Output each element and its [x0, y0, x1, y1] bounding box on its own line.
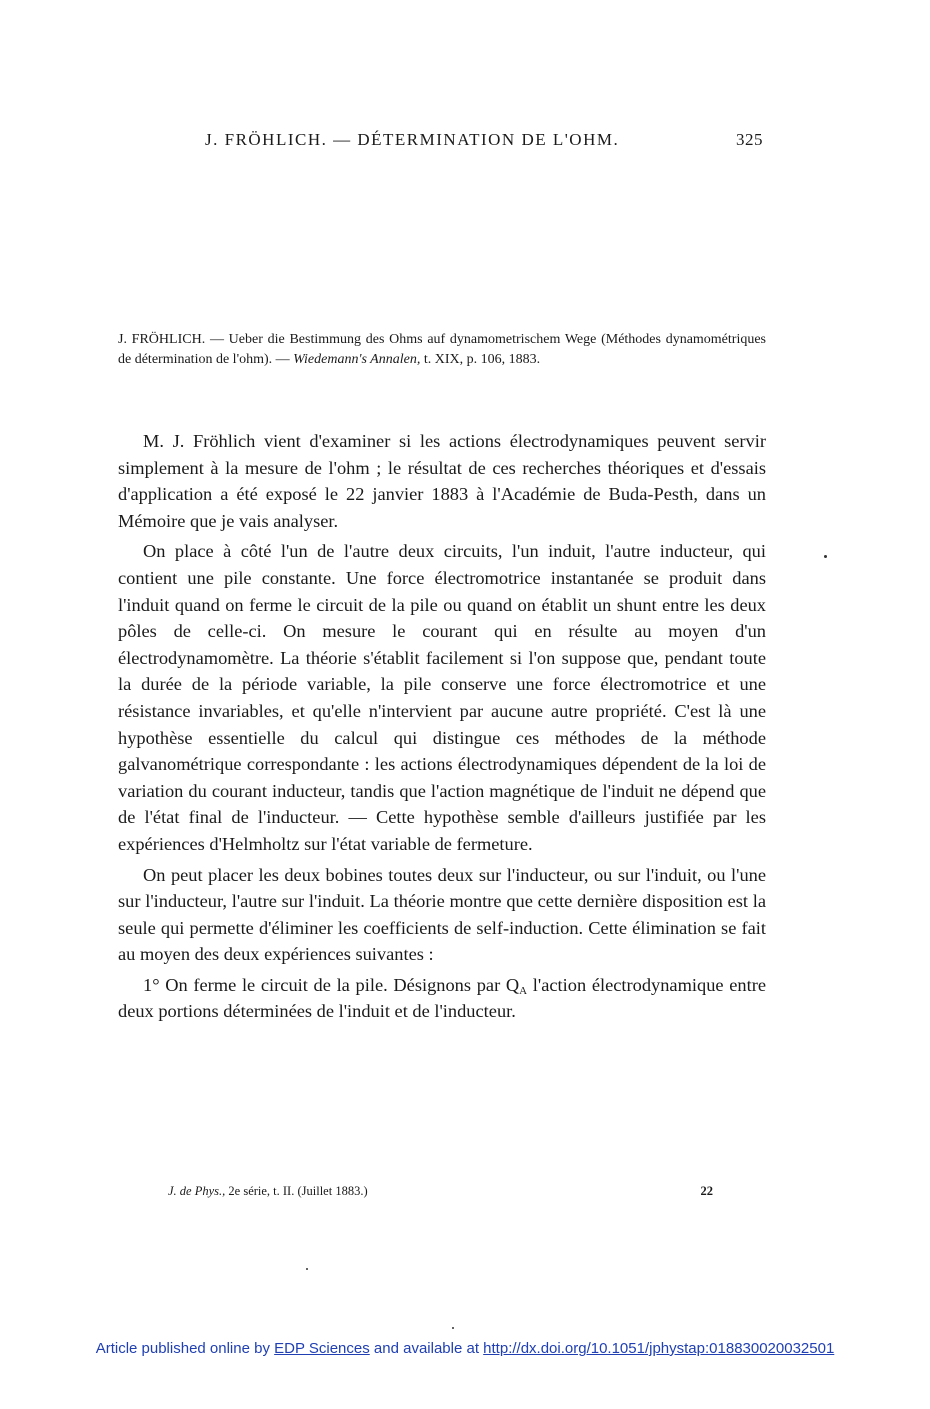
citation-journal: Wiedemann's Annalen,	[293, 352, 421, 367]
paragraph-3: On peut placer les deux bobines toutes deux sur l'inducteur, ou sur l'induit, ou l'une sur l'inducteur, l'autre sur l'induit. La théorie montre que cette dernière disposition est la seule qui permette d'éliminer les coefficients de self-induction. Cette élimination se fait au moyen des deux expériences suivantes :	[118, 864, 766, 965]
citation-separator-2: —	[272, 352, 294, 367]
paragraph-4-start: 1° On ferme le circuit de la pile. Désignons par Q	[143, 974, 520, 995]
running-title: J. FRÖHLICH. — DÉTERMINATION DE L'OHM.	[205, 130, 620, 149]
subscript-a: A	[519, 984, 528, 997]
citation-volume: t. XIX, p. 106, 1883.	[423, 352, 541, 367]
banner-prefix: Article published online by	[95, 1340, 275, 1357]
citation-title: Ueber die Bestimmung des Ohms auf dynamometrischem Wege (Méthodes dynamométriques de détermination de l'ohm).	[118, 332, 766, 367]
signature-mark: 22	[700, 1184, 713, 1198]
footer-series: 2e série, t. II. (Juillet 1883.)	[228, 1184, 368, 1198]
publisher-banner	[0, 1340, 930, 1357]
paragraph-4	[118, 972, 766, 1025]
page-footer	[168, 1184, 713, 1202]
citation-author: J. FRÖHLICH.	[118, 332, 206, 347]
doi-link[interactable]: http://dx.doi.org/10.1051/jphystap:018830020032501	[483, 1340, 835, 1357]
banner-middle: and available at	[369, 1340, 484, 1357]
bibliographic-citation	[118, 330, 766, 370]
publisher-link[interactable]: EDP Sciences	[274, 1340, 370, 1357]
page-number: 325	[736, 130, 763, 149]
footer-journal: J. de Phys.,	[168, 1184, 226, 1198]
paragraph-2: On place à côté l'un de l'autre deux circuits, l'un induit, l'autre inducteur, qui contient une pile constante. Une force électromotrice instantanée se produit dans l'induit quand on ferme le circuit de la pile ou quand on établit un shunt entre les deux pôles de celle-ci. On mesure le courant qui en résulte au moyen d'un électrodynamomètre. La théorie s'établit facilement si l'on suppose que, pendant toute la durée de la période variable, la pile conserve une force électromotrice et une résistance invariables, et qu'elle n'intervient par aucune autre propriété. C'est là une hypothèse essentielle du calcul qui distingue ces méthodes de la méthode galvanométrique correspondante : les actions électrodynamiques dépendent de la loi de variation du courant inducteur, tandis que l'action magnétique de l'induit ne dépend que de l'état final de l'inducteur. — Cette hypothèse semble d'ailleurs justifiée par les expériences d'Helmholtz sur l'état variable de fermeture.	[118, 541, 766, 854]
scan-speck	[452, 1327, 454, 1329]
citation-separator: —	[205, 332, 229, 347]
article-body	[118, 428, 766, 1025]
scan-speck	[306, 1268, 308, 1270]
running-header	[205, 130, 765, 152]
paragraph-4-end: l'action électrodynamique entre deux portions déterminées de l'induit et de l'inducteur.	[118, 974, 766, 1022]
scan-speck	[824, 555, 827, 558]
paragraph-1: M. J. Fröhlich vient d'examiner si les actions électrodynamiques peuvent servir simplement à la mesure de l'ohm ; le résultat de ces recherches théoriques et d'essais d'application a été exposé le 22 janvier 1883 à l'Académie de Buda-Pesth, dans un Mémoire que je vais analyser.	[118, 431, 766, 531]
